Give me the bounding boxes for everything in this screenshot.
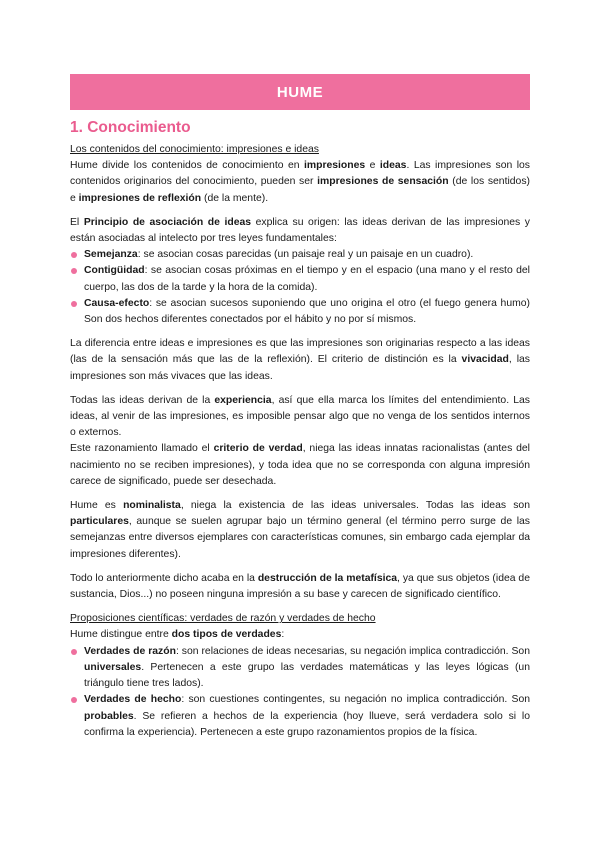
text-run: explica su origen: las ideas derivan de las impresiones y están asociadas al intelecto por tres leyes fundamentales: [70,216,530,245]
bold-term: probables [84,710,134,722]
paragraph-tipos-verdades [70,627,530,643]
list-item-verdades-razon [70,644,530,693]
text-run: La diferencia entre ideas e impresiones es que las impresiones son originarias respecto a las ideas (las de la sensación más que las de la reflexión). El criterio de distinción es la [70,338,530,366]
bold-term: criterio de verdad [213,443,303,455]
bold-term: impresiones de reflexión [78,192,202,204]
bullet-icon [71,649,77,655]
paragraph-principio-asociacion [70,215,530,247]
paragraph-criterio-verdad [70,441,530,490]
bold-term: Semejanza [84,249,138,261]
text-run: , niega la existencia de las ideas universales. Todas las ideas son [180,500,530,512]
text-run: El [70,216,84,228]
bold-term: experiencia [214,394,272,406]
bold-term: Verdades de hecho [84,694,182,706]
text-run: . Se refieren a hechos de la experiencia (hoy llueve, será verdadera solo si lo confirma la experiencia). Pertenecen a este grupo razonamientos propios de la física. [84,710,530,738]
list-item-causa-efecto [70,296,530,328]
truths-list [70,644,530,741]
bullet-icon [71,252,77,258]
text-run: Todas las ideas derivan de la [70,394,215,406]
text-run: Este razonamiento llamado el [70,443,214,455]
text-run: (de los sentidos) e [70,176,530,204]
bullet-icon [71,697,77,703]
text-run: : se asocian cosas parecidas (un paisaje real y un paisaje en un cuadro). [137,249,474,261]
bold-term: Causa-efecto [84,297,150,309]
bold-term: particulares [70,516,129,528]
bold-term: dos tipos de verdades [171,629,282,641]
text-run: . Las impresiones son los contenidos originarios del conocimiento, pueden ser [70,160,530,188]
text-run: : [281,629,285,641]
bold-term: vivacidad [461,354,509,366]
text-run: , ya que sus objetos (idea de sustancia, Dios...) no poseen ninguna impresión a su base y carecen de significado científico. [70,572,530,601]
text-run: (de la mente). [201,192,269,204]
text-run: : son relaciones de ideas necesarias, su negación implica contradicción. Son [175,645,530,657]
text-run: Hume distingue entre [70,629,172,641]
text-run: , aunque se suelen agrupar bajo un término general (el término perro surge de las semejanzas entre diversos ejemplares con características comunes, sin embargo cada ejemplar da impresiones diferentes). [70,516,530,560]
bold-term: impresiones de sensación [317,176,449,188]
paragraph-experiencia [70,393,530,442]
association-laws-list [70,247,530,328]
document-page [70,74,530,741]
text-run: , las impresiones son más vivaces que las ideas. [70,354,530,382]
text-run: , así que ella marca los límites del entendimiento. Las ideas, al venir de las impresiones, es imposible pensar algo que no venga de los sentidos internos o externos. [70,394,530,439]
bold-term: Verdades de razón [84,645,176,657]
list-item-semejanza [70,247,530,263]
paragraph-metafisica [70,571,530,603]
bold-term: universales [84,661,142,673]
text-run: , niega las ideas innatas racionalistas (antes del nacimiento no se reciben impresiones), y toda idea que no se corresponda con alguna impresión carece de significado, puede ser desechada. [70,443,530,487]
subheading-contenidos: Los contenidos del conocimiento: impresiones e ideas [70,144,319,155]
section-heading-conocimiento: 1. Conocimiento [70,119,191,136]
text-run: . Pertenecen a este grupo las verdades matemáticas y las leyes lógicas (un triángulo tiene tres lados). [84,661,530,690]
list-item-contiguidad [70,263,530,295]
bold-term: Contigüidad [84,265,145,277]
text-run: : son cuestiones contingentes, su negación no implica contradicción. Son [181,694,530,706]
subheading-proposiciones: Proposiciones científicas: verdades de razón y verdades de hecho [70,613,376,625]
text-run: Hume es [70,500,124,512]
text-run: : se asocian sucesos suponiendo que uno origina el otro (el fuego genera humo) Son dos hechos diferentes conectados por el hábito y no por sí mismos. [84,297,530,326]
bold-term: Principio de asociación de ideas [83,216,252,228]
paragraph-impresiones-ideas [70,158,530,207]
bold-term: ideas [379,160,407,172]
text-run: Hume divide los contenidos de conocimiento en [70,160,304,172]
list-item-verdades-hecho [70,692,530,741]
bullet-icon [71,268,77,274]
text-run: Todo lo anteriormente dicho acaba en la [70,572,258,584]
text-run: : se asocian cosas próximas en el tiempo y en el espacio (una mano y el resto del cuerpo, las dos de la tarde y la hora de la comida). [84,265,530,293]
paragraph-vivacidad [70,336,530,385]
bold-term: destrucción de la metafísica [257,572,398,584]
bold-term: impresiones [303,160,366,172]
document-title: HUME [276,83,324,101]
text-run: e [365,160,380,172]
paragraph-nominalista [70,498,530,563]
title-banner [70,74,530,110]
bold-term: nominalista [123,500,181,512]
bullet-icon [71,301,77,307]
